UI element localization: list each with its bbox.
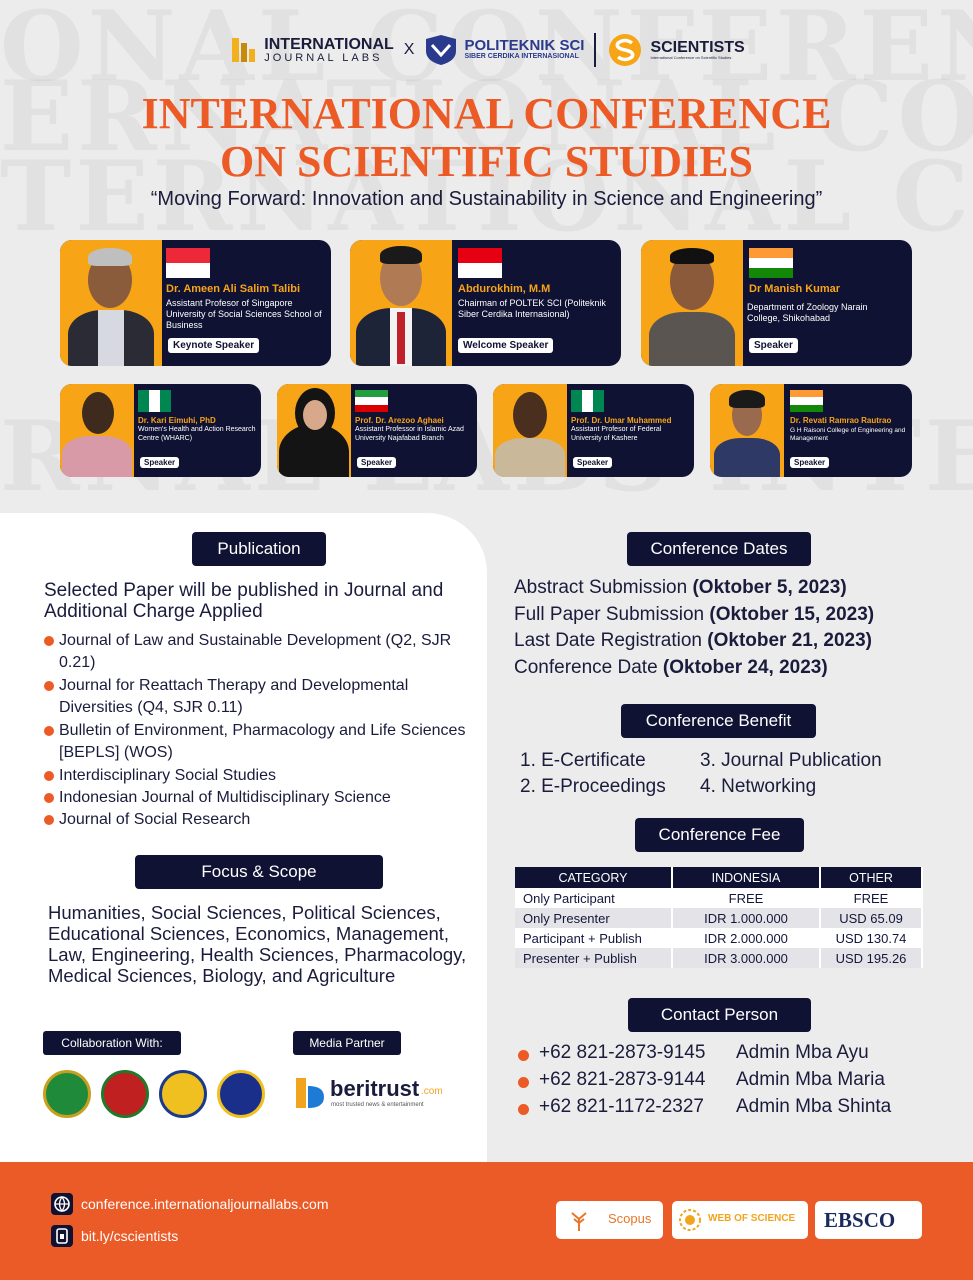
column-header: OTHER <box>820 867 922 888</box>
politeknik-logo <box>424 35 584 65</box>
speaker-role: Assistant Profesor of Singapore University of Social Sciences School of Business <box>166 298 322 330</box>
beritrust-logo <box>294 1074 454 1114</box>
speaker-card-rautrao <box>710 384 912 477</box>
speaker-role: Chairman of POLTEK SCI (Politeknik Siber Cerdika Internasional) <box>458 298 606 319</box>
column-header: INDONESIA <box>672 867 820 888</box>
speaker-photo <box>60 240 162 366</box>
list-item: Journal of Social Research <box>44 809 474 831</box>
scientists-logo-line1: SCIENTISTS <box>650 39 745 56</box>
table-cell: IDR 1.000.000 <box>672 908 820 928</box>
dates-list <box>514 575 874 681</box>
speaker-name: Dr Manish Kumar <box>749 283 841 295</box>
scopus-badge <box>556 1201 663 1239</box>
speaker-name: Prof. Dr. Arezoo Aghaei <box>355 416 444 425</box>
speaker-name: Dr. Revati Ramrao Rautrao <box>790 416 892 425</box>
contact-name: Admin Mba Maria <box>736 1069 885 1090</box>
speaker-name: Dr. Kari Eimuhi, PhD <box>138 416 216 425</box>
india-flag-icon <box>790 390 823 412</box>
publication-heading: Publication <box>192 532 326 566</box>
table-cell: USD 195.26 <box>820 948 922 968</box>
india-flag-icon <box>749 248 793 278</box>
speaker-badge: Speaker <box>573 457 612 468</box>
table-row <box>515 888 922 908</box>
publication-intro: Selected Paper will be published in Journal and Additional Charge Applied <box>44 580 444 622</box>
ijl-logo-line2: JOURNAL LABS <box>264 51 383 64</box>
ebsco-label: EBSCO <box>824 1208 896 1232</box>
scopus-label: Scopus <box>608 1211 652 1226</box>
wos-sun-icon <box>678 1208 702 1232</box>
fee-heading: Conference Fee <box>635 818 804 852</box>
politeknik-logo-line2: SIBER CERDIKA INTERNASIONAL <box>464 53 579 61</box>
speaker-name: Prof. Dr. Umar Muhammed <box>571 416 672 425</box>
university-logo-4 <box>217 1070 265 1118</box>
list-item: Interdisciplinary Social Studies <box>44 765 474 787</box>
politeknik-logo-line1: POLITEKNIK SCI <box>464 37 585 55</box>
scientists-s-icon <box>606 33 644 67</box>
ijl-logo <box>228 35 393 65</box>
table-cell: FREE <box>672 888 820 908</box>
speaker-photo <box>277 384 351 477</box>
table-cell: USD 65.09 <box>820 908 922 928</box>
ijl-logo-line1: INTERNATIONAL <box>264 35 394 53</box>
bullet-icon <box>44 815 54 825</box>
date-row: Abstract Submission (Oktober 5, 2023) <box>514 577 847 598</box>
speaker-badge: Speaker <box>357 457 396 468</box>
contact-name: Admin Mba Shinta <box>736 1096 892 1117</box>
speaker-role: Assistant Profesor of Federal University of Kashere <box>571 426 662 442</box>
speaker-card-aghaei <box>277 384 477 477</box>
table-cell: FREE <box>820 888 922 908</box>
speaker-role: G H Raisoni College of Engineering and Management <box>790 427 906 442</box>
date-row: Full Paper Submission (Oktober 15, 2023) <box>514 603 875 625</box>
link-icon <box>51 1225 73 1247</box>
speaker-badge: Speaker <box>790 457 829 468</box>
list-item: Journal of Law and Sustainable Development (Q2, SJR 0.21) <box>44 630 474 674</box>
speaker-card-eimuhi <box>60 384 261 477</box>
fee-table <box>515 867 923 968</box>
scientists-logo <box>606 33 744 67</box>
speaker-photo <box>493 384 567 477</box>
wos-badge <box>672 1201 808 1239</box>
focus-heading: Focus & Scope <box>135 855 383 889</box>
table-cell: USD 130.74 <box>820 928 922 948</box>
university-logo-2 <box>101 1070 149 1118</box>
bullet-icon <box>44 726 54 736</box>
list-item: Journal for Reattach Therapy and Developmental Diversities (Q4, SJR 0.11) <box>44 675 474 719</box>
politeknik-shield-icon <box>424 35 458 65</box>
beritrust-brand: beritrust <box>330 1076 420 1101</box>
ijl-mark-icon <box>228 35 258 65</box>
bullet-icon <box>518 1050 529 1061</box>
speaker-badge: Keynote Speaker <box>168 338 259 353</box>
date-row: Conference Date (Oktober 24, 2023) <box>514 656 828 678</box>
focus-scope-text: Humanities, Social Sciences, Political Sciences, Educational Sciences, Economics, Management, Law, Engineering, Health Sciences, Pharmacology, Medical Sciences, Biology, and Agriculture <box>48 902 467 986</box>
benefit-item: 2. E-Proceedings <box>520 776 666 797</box>
bullet-icon <box>44 771 54 781</box>
collaboration-label: Collaboration With: <box>43 1031 181 1055</box>
contact-phone[interactable]: +62 821-1172-2327 <box>539 1096 704 1117</box>
speaker-photo <box>350 240 452 366</box>
table-cell: Only Presenter <box>515 908 672 928</box>
conference-title-line1: INTERNATIONAL CONFERENCE <box>141 89 832 138</box>
university-logo-3 <box>159 1070 207 1118</box>
table-cell: IDR 3.000.000 <box>672 948 820 968</box>
speaker-badge: Speaker <box>749 338 798 353</box>
dates-heading: Conference Dates <box>627 532 811 566</box>
speaker-card-muhammed <box>493 384 694 477</box>
bullet-icon <box>44 636 54 646</box>
speaker-name: Dr. Ameen Ali Salim Talibi <box>166 283 301 295</box>
table-cell: Only Participant <box>515 888 672 908</box>
column-header: CATEGORY <box>515 867 672 888</box>
website-link[interactable]: conference.internationaljournallabs.com <box>81 1196 329 1212</box>
shortlink[interactable]: bit.ly/cscientists <box>81 1228 179 1244</box>
speaker-badge: Welcome Speaker <box>458 338 553 353</box>
bullet-icon <box>518 1104 529 1115</box>
benefit-item: 4. Networking <box>700 776 817 797</box>
conference-theme: “Moving Forward: Innovation and Sustainability in Science and Engineering” <box>150 188 823 210</box>
benefit-heading: Conference Benefit <box>621 704 816 738</box>
speaker-card-abdurokhim <box>350 240 621 366</box>
bullet-icon <box>44 793 54 803</box>
conference-title-line2: ON SCIENTIFIC STUDIES <box>219 137 754 186</box>
table-cell: Presenter + Publish <box>515 948 672 968</box>
speaker-role: Assistant Professor in Islamic Azad University Najafabad Branch <box>355 426 464 442</box>
speaker-photo <box>60 384 134 477</box>
logo-divider <box>594 33 596 67</box>
speaker-name: Abdurokhim, M.M <box>458 283 551 295</box>
contact-phone[interactable]: +62 821-2873-9144 <box>539 1069 706 1090</box>
table-row <box>515 948 922 968</box>
scientists-logo-line2: International Conference on Scientific Studies <box>650 55 732 60</box>
journal-list <box>44 630 474 831</box>
speaker-photo <box>710 384 784 477</box>
bullet-icon <box>44 681 54 691</box>
beritrust-suffix: .com <box>421 1086 443 1097</box>
speaker-card-kumar <box>641 240 912 366</box>
beritrust-tagline: most trusted news & entertainment <box>331 1102 424 1108</box>
table-row <box>515 908 922 928</box>
partner-logos <box>0 30 973 70</box>
nigeria-flag-icon <box>571 390 604 412</box>
wos-label: WEB OF SCIENCE <box>708 1213 796 1224</box>
table-row <box>515 928 922 948</box>
scopus-tree-icon <box>566 1207 592 1233</box>
bullet-icon <box>518 1077 529 1088</box>
table-cell: IDR 2.000.000 <box>672 928 820 948</box>
speaker-photo <box>641 240 743 366</box>
singapore-flag-icon <box>166 248 210 278</box>
indonesia-flag-icon <box>458 248 502 278</box>
date-row: Last Date Registration (Oktober 21, 2023) <box>514 630 873 651</box>
contact-heading: Contact Person <box>628 998 811 1032</box>
globe-icon <box>51 1193 73 1215</box>
list-item: Indonesian Journal of Multidisciplinary Science <box>44 787 474 809</box>
speaker-card-talibi <box>60 240 331 366</box>
university-logo-1 <box>43 1070 91 1118</box>
media-partner-label: Media Partner <box>293 1031 401 1055</box>
contact-name: Admin Mba Ayu <box>736 1042 869 1063</box>
beritrust-mark-icon <box>294 1076 326 1110</box>
list-item: Bulletin of Environment, Pharmacology and Life Sciences [BEPLS] (WOS) <box>44 720 474 764</box>
contact-phone[interactable]: +62 821-2873-9145 <box>539 1042 706 1063</box>
speaker-badge: Speaker <box>140 457 179 468</box>
speaker-role: Women's Health and Action Research Centre (WHARC) <box>138 426 256 442</box>
ebsco-badge <box>815 1201 922 1239</box>
iran-flag-icon <box>355 390 388 412</box>
benefit-item: 1. E-Certificate <box>520 750 646 771</box>
benefit-item: 3. Journal Publication <box>700 750 882 771</box>
speaker-role: Department of Zoology Narain College, Shikohabad <box>747 302 868 323</box>
logo-separator: X <box>403 41 415 58</box>
table-header-row <box>515 867 922 888</box>
nigeria-flag-icon <box>138 390 171 412</box>
table-cell: Participant + Publish <box>515 928 672 948</box>
